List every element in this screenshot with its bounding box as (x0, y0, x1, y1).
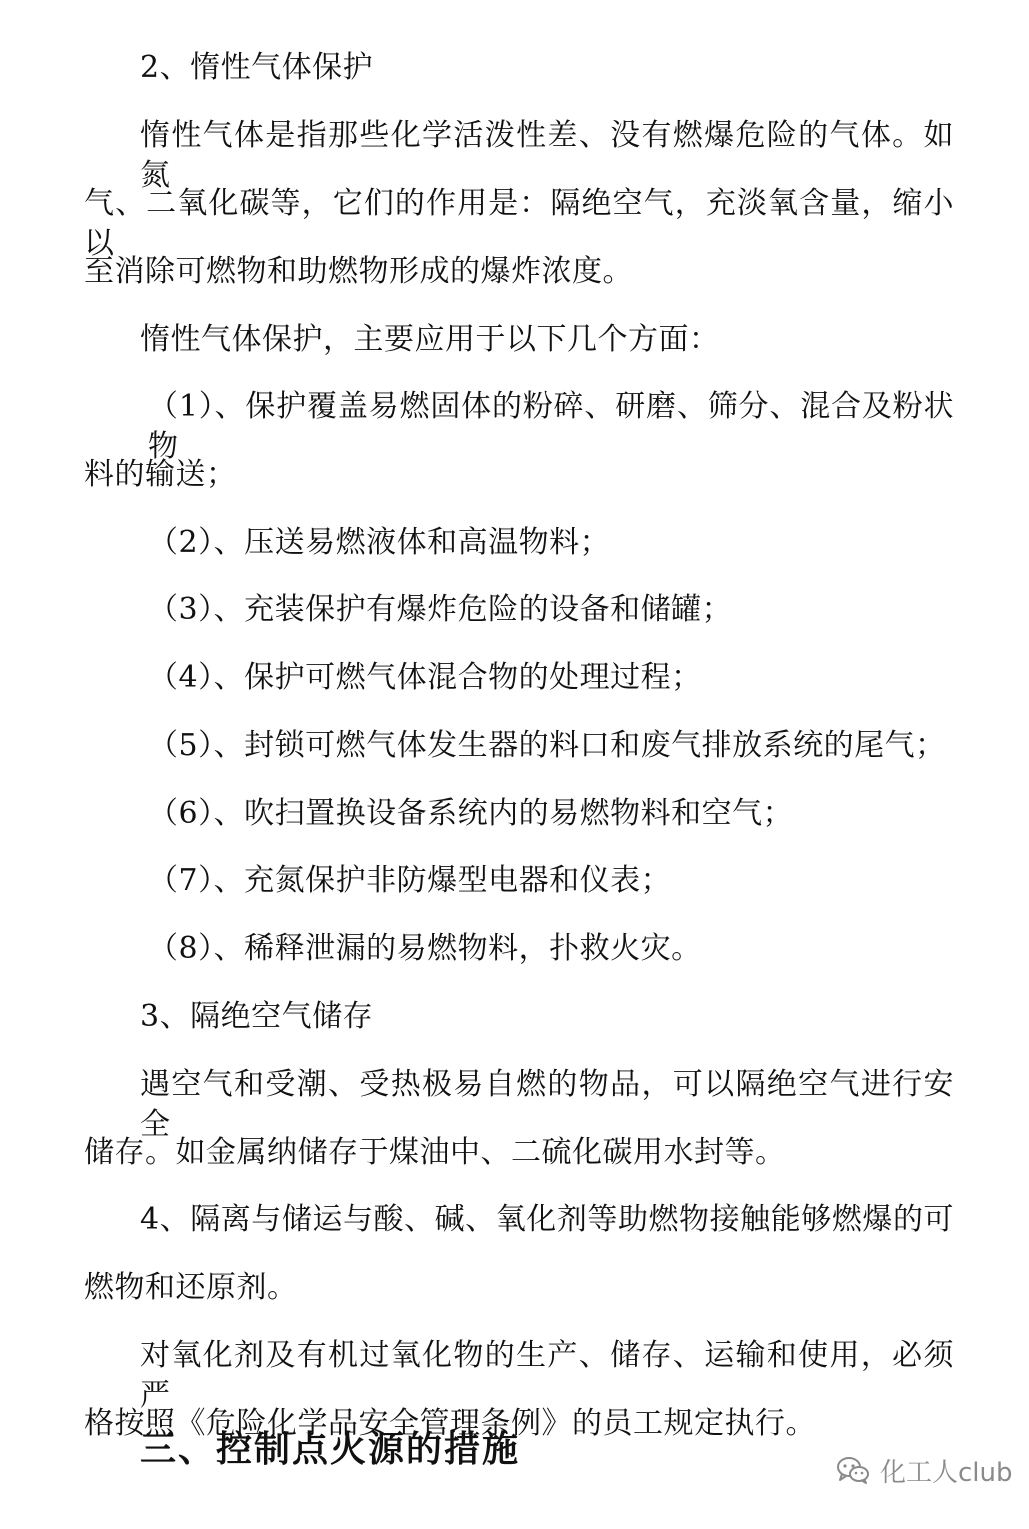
list-item-8: （8）、稀释泄漏的易燃物料，扑救火灾。 (148, 931, 702, 966)
list-item-1-line-1: （1）、保护覆盖易燃固体的粉碎、研磨、筛分、混合及粉状物 (148, 389, 954, 464)
section-4-line-2: 燃物和还原剂。 (84, 1270, 298, 1305)
list-item-1-line-2: 料的输送； (84, 457, 237, 492)
section-2-paragraph-line-1: 惰性气体是指那些化学活泼性差、没有燃爆危险的气体。如氮 (140, 118, 954, 193)
list-item-4: （4）、保护可燃气体混合物的处理过程； (148, 660, 702, 695)
section-4-paragraph-line-2: 格按照《危险化学品安全管理条例》的员工规定执行。 (84, 1406, 816, 1441)
section-2-paragraph-line-3: 至消除可燃物和助燃物形成的爆炸浓度。 (84, 254, 633, 289)
section-3-title: 3、隔绝空气储存 (140, 999, 374, 1034)
section-heading: 三、控制点火源的措施 (140, 1429, 521, 1470)
list-item-3: （3）、充装保护有爆炸危险的设备和储罐； (148, 592, 733, 627)
section-3-paragraph-line-1: 遇空气和受潮、受热极易自燃的物品，可以隔绝空气进行安全 (140, 1067, 954, 1142)
list-item-5: （5）、封锁可燃气体发生器的料口和废气排放系统的尾气； (148, 728, 946, 763)
list-item-2: （2）、压送易燃液体和高温物料； (148, 525, 611, 560)
wechat-icon (836, 1455, 870, 1485)
section-4-line-1: 4、隔离与储运与酸、碱、氧化剂等助燃物接触能够燃爆的可 (140, 1202, 954, 1237)
section-2-paragraph-line-2: 气、二氧化碳等，它们的作用是：隔绝空气，充淡氧含量，缩小以 (84, 186, 954, 261)
list-item-6: （6）、吹扫置换设备系统内的易燃物料和空气； (148, 796, 794, 831)
list-item-7: （7）、充氮保护非防爆型电器和仪表； (148, 863, 672, 898)
watermark (836, 1450, 1013, 1490)
section-4-paragraph-line-1: 对氧化剂及有机过氧化物的生产、储存、运输和使用，必须严 (140, 1338, 954, 1413)
watermark-text: 化工人club (880, 1457, 1013, 1488)
section-2-intro: 惰性气体保护，主要应用于以下几个方面： (140, 322, 720, 357)
section-2-title: 2、惰性气体保护 (140, 50, 374, 85)
section-3-paragraph-line-2: 储存。如金属纳储存于煤油中、二硫化碳用水封等。 (84, 1135, 786, 1170)
